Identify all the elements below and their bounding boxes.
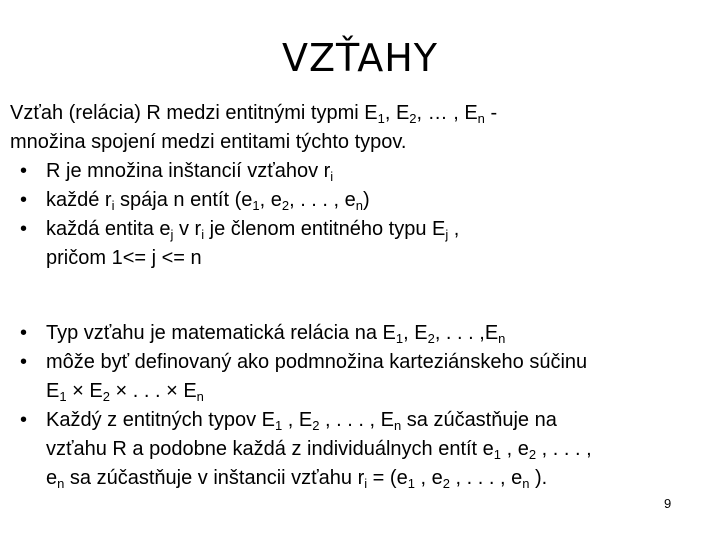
bullet-icon: • (20, 160, 28, 182)
bullet-icon: • (20, 351, 28, 373)
intro-line-1: Vzťah (relácia) R medzi entitnými typmi $E_1$, $E_2$, … , $E_n$ - (10, 102, 498, 126)
cartesian-product: $E_1 \times E_2$ × . . . × $E_n$ (46, 380, 204, 404)
bullet-icon: • (20, 218, 28, 240)
list-item: • R je množina inštancií vzťahov $r_i$ (10, 157, 710, 186)
list-item-continuation: pričom 1<= j <= n (46, 247, 202, 269)
list-item: • Každý z entitných typov $E_1$ , $E_2$ , . . . , $E_n$ sa zúčastňuje na (10, 406, 710, 435)
list-item: • môže byť definovaný ako podmnožina karteziánskeho súčinu (10, 348, 710, 377)
definition-block (10, 99, 710, 273)
list-item-continuation: $e_n$ sa zúčastňuje v inštancii vzťahu $r_i = (e_1$ , $e_2$ , . . . , $e_n$ ). (46, 467, 548, 491)
bullet-icon: • (20, 189, 28, 211)
intro-line-2: množina spojení medzi entitami týchto typov. (10, 131, 407, 153)
page-number: 9 (664, 496, 672, 511)
relationship-type-block (10, 319, 710, 493)
bullet-icon: • (20, 409, 28, 431)
slide-title: VZŤAHY (281, 36, 439, 80)
list-item: • každá entita $e_j$ v $r_i$ je členom entitného typu $E_j$ , (10, 215, 710, 244)
list-item: • Typ vzťahu je matematická relácia na $E_1$, $E_2$, . . . $,E_n$ (10, 319, 710, 348)
list-item: • každé $r_i$ spája n entít ($e_1$, $e_2$, . . . , $e_n$) (10, 186, 710, 215)
bullet-icon: • (20, 322, 28, 344)
list-item-continuation: vzťahu R a podobne každá z individuálnych entít $e_1$ , $e_2$ , . . . , (46, 438, 592, 462)
